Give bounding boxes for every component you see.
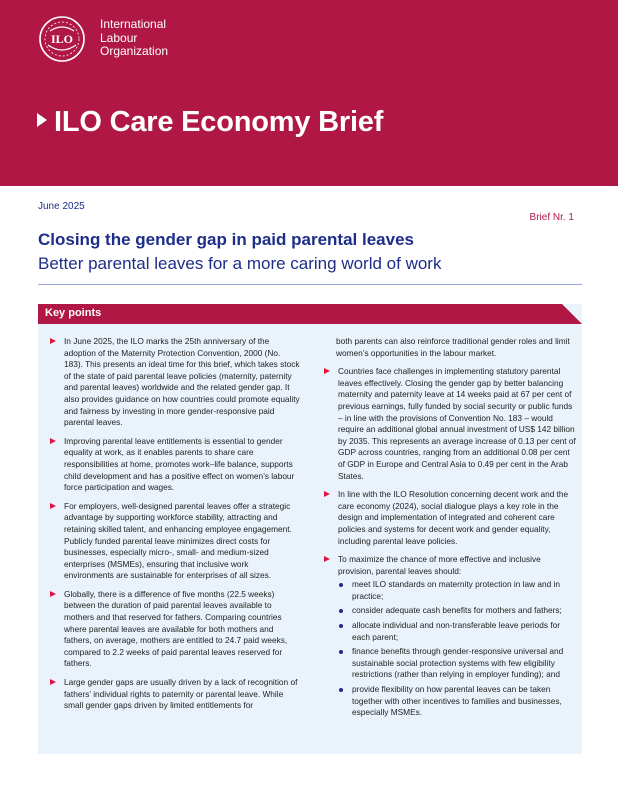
bullet-arrow-icon — [324, 368, 330, 374]
key-points-header — [38, 304, 582, 324]
triangle-arrow-icon — [37, 113, 47, 127]
org-name-line: Organization — [100, 44, 169, 58]
bullet-arrow-icon — [324, 556, 330, 562]
key-points-heading: Key points — [45, 307, 102, 319]
bullet-arrow-icon — [50, 503, 56, 509]
header-band — [0, 0, 618, 186]
logo-text: ILO — [50, 32, 74, 46]
bullet-arrow-icon — [50, 338, 56, 344]
list-item: Improving parental leave entitlements is essential to gender equality at work, as it enables parents to share care responsibilities at home, promotes work–life balance, supports child development and has a positive effect on women’s labour force participation and wages. — [62, 436, 300, 494]
divider — [38, 284, 582, 285]
header-corner-notch — [606, 174, 618, 186]
key-points-notch — [562, 304, 582, 324]
brief-number: Brief Nr. 1 — [529, 212, 574, 223]
bullet-arrow-icon — [50, 591, 56, 597]
list-item: Globally, there is a difference of five months (22.5 weeks) between the duration of paid parental leaves available to mothers and that reserved for fathers. Comparing countries where parental leaves are available for both mothers and fathers, on average, mothers are entitled to 24.7 paid weeks, compared to 2.2 weeks of paid parental leaves reserved for fathers. — [62, 589, 300, 670]
page-subtitle: Better parental leaves for a more caring world of work — [38, 254, 442, 273]
page-title: Closing the gender gap in paid parental leaves — [38, 230, 414, 249]
recommendations-list — [336, 579, 576, 719]
key-points-left-column — [50, 336, 300, 719]
list-item: To maximize the chance of more effective and inclusive provision, parental leaves should: meet ILO standards on maternity protection in law and in practice; consider adequate cash benefits for mothers and fathers; allocate individual and non-transferable leave periods for each parent; finance benefits through gender-responsive universal and sustainable social protection systems with few eligibility restrictions (rather than relying in employer funding); and provide flexibility on how parental leaves can be taken together with other incentives to families and businesses, especially MSMEs. — [336, 554, 576, 719]
series-title-text: ILO Care Economy Brief — [54, 106, 384, 138]
continued-text: both parents can also reinforce traditional gender roles and limit women’s opportunities in the labour market. — [336, 336, 570, 358]
publication-date: June 2025 — [38, 201, 85, 212]
org-name-line: International — [100, 17, 167, 31]
key-points-box — [38, 304, 582, 754]
list-item: In line with the ILO Resolution concerning decent work and the care economy (2024), social dialogue plays a key role in the design and implementation of integrated and coherent care policies and systems for decent work and gender equality, including parental leave policies. — [336, 489, 576, 547]
org-name-line: Labour — [100, 30, 138, 45]
sub-list-item: meet ILO standards on maternity protection in law and in practice; — [336, 579, 576, 602]
ilo-logo-icon — [38, 15, 86, 63]
bullet-arrow-icon — [324, 491, 330, 497]
list-item: Large gender gaps are usually driven by a lack of recognition of fathers’ individual rights to paternity or parental leave. While small gender gaps driven by limited entitlements for — [62, 677, 300, 712]
bullet-arrow-icon — [50, 438, 56, 444]
list-item: In June 2025, the ILO marks the 25th anniversary of the adoption of the Maternity Protection Convention, 2000 (No. 183). This presents an ideal time for this brief, which takes stock of the state of paid parental leave policies (maternity, paternity and parental leaves) worldwide and the related gender gap. It also provides guidance on how countries could promote equality and fairness by investing in more gender-responsive paid parental leaves. — [62, 336, 300, 429]
sub-list-item: provide flexibility on how parental leaves can be taken together with other incentives to families and businesses, especially MSMEs. — [336, 684, 576, 719]
bullet-arrow-icon — [50, 679, 56, 685]
sub-list-item: finance benefits through gender-responsive universal and sustainable social protection systems with few eligibility restrictions (rather than relying in employer funding); and — [336, 646, 576, 681]
list-item: Countries face challenges in implementing statutory parental leaves effectively. Closing the gender gap by better balancing maternity and paternity leave at 14 weeks paid at 67 per cent of previous earnings, fully funded by social security or public funds – in line with the provisions of Convention No. 183 – would require an additional global annual investment of US$ 142 billion by 2035. This represents an average increase of 0.13 per cent of GDP across countries, ranging from an additional 0.08 per cent of GDP in Europe and Central Asia to 0.49 per cent in the Arab States. — [336, 366, 576, 482]
key-points-right-column — [324, 336, 576, 726]
list-item: For employers, well-designed parental leaves offer a strategic advantage by supporting workforce stability, attracting and retaining skilled talent, and enhancing employee engagement. Publicly funded parental leave minimizes direct costs for businesses, especially micro-, small- and medium-sized enterprises (MSMEs), ensuring that inclusive work environments are sustainable for enterprises of all sizes. — [62, 501, 300, 582]
series-title — [37, 106, 383, 139]
sub-list-item: allocate individual and non-transferable leave periods for each parent; — [336, 620, 576, 643]
organization-name — [100, 18, 168, 59]
sub-list-item: consider adequate cash benefits for mothers and fathers; — [336, 605, 576, 617]
